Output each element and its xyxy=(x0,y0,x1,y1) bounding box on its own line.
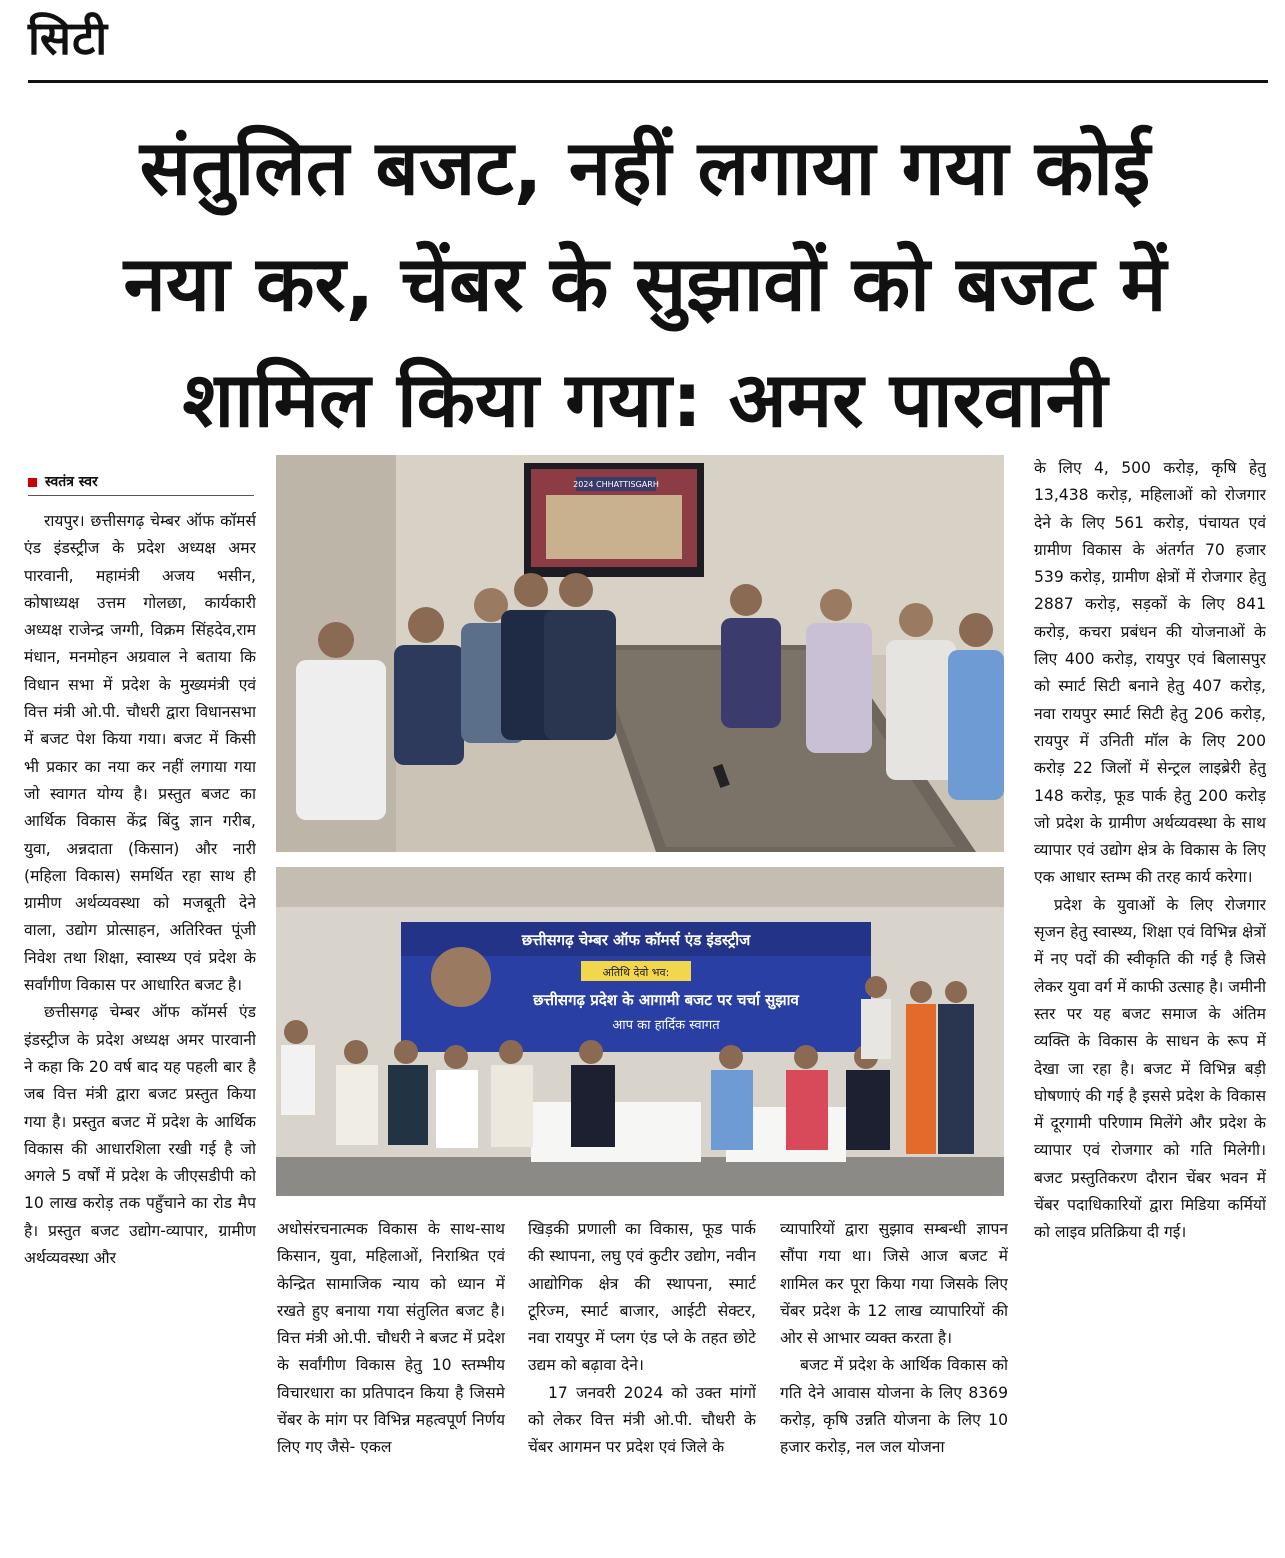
byline-text: स्वतंत्र स्वर xyxy=(45,474,98,490)
column-2 xyxy=(277,1216,505,1546)
banner-top-text: छत्तीसगढ़ चेम्बर ऑफ कॉमर्स एंड इंडस्ट्रीज xyxy=(521,931,751,949)
byline-square-icon xyxy=(28,478,37,487)
photo-meeting-room xyxy=(276,455,1004,852)
paragraph: बजट में प्रदेश के आर्थिक विकास को गति देने आवास योजना के लिए 8369 करोड़, कृषि उन्नति योजना के लिए 10 हजार करोड़, नल जल योजना xyxy=(780,1356,1008,1457)
column-5 xyxy=(1034,455,1266,1545)
column-3 xyxy=(528,1216,756,1546)
paragraph: के लिए 4, 500 करोड़, कृषि हेतु 13,438 करोड़, महिलाओं को रोजगार देने के लिए 561 करोड़, पंचायत एवं ग्रामीण विकास के अंतर्गत 70 हजार 539 करोड़, ग्रामीण क्षेत्रों में रोजगार हेतु 2887 करोड़, सड़कों के लिए 841 करोड़, कचरा प्रबंधन की योजनाओं के लिए 400 करोड़, रायपुर एवं बिलासपुर को स्मार्ट सिटी बनाने हेतु 407 करोड़, नवा रायपुर स्मार्ट सिटी हेतु 206 करोड़, रायपुर में उनिती मॉल के लिए 200 करोड़ 22 जिलों में सेन्ट्रल लाइब्रेरी हेतु 148 करोड़, फूड पार्क हेतु 200 करोड़ जो प्रदेश के ग्रामीण अर्थव्यवस्था के साथ व्यापार एवं उद्योग क्षेत्र के विकास के लिए एक आधार स्तम्भ की तरह कार्य करेगा। xyxy=(1034,459,1266,887)
column-1 xyxy=(24,508,256,1543)
paragraph: छत्तीसगढ़ चेम्बर ऑफ कॉमर्स एंड इंडस्ट्रीज के प्रदेश अध्यक्ष अमर पारवानी ने कहा कि 20 वर्ष बाद यह पहली बार है जब वित्त मंत्री द्वारा बजट प्रस्तुत किया गया है। प्रस्तुत बजट में प्रदेश के आर्थिक विकास की आधारशिला रखी गई है जो अगले 5 वर्षों में प्रदेश के जीएसडीपी को 10 लाख करोड़ तक पहुँचाने का रोड मैप है। प्रस्तुत बजट उद्योग-व्यापार, ग्रामीण अर्थव्यवस्था और xyxy=(24,1003,256,1268)
photo-conference-hall xyxy=(276,867,1004,1196)
paragraph: खिड़की प्रणाली का विकास, फूड पार्क की स्थापना, लघु एवं कुटीर उद्योग, नवीन आद्योगिक क्षेत्र की स्थापना, स्मार्ट टूरिज्म, स्मार्ट बाजार, आईटी सेक्टर, नवा रायपुर में प्लग एंड प्ले के तहत छोटे उद्यम को बढ़ावा देने। xyxy=(528,1220,756,1375)
paragraph: व्यापारियों द्वारा सुझाव सम्बन्धी ज्ञापन सौंपा गया था। जिसे आज बजट में शामिल कर पूरा किया गया जिसके लिए चेंबर प्रदेश के 12 लाख व्यापारियों की ओर से आभार व्यक्त करता है। xyxy=(780,1220,1008,1348)
headline-line-2: नया कर, चेंबर के सुझावों को बजट में xyxy=(123,239,1167,328)
banner-tag-text: अतिथि देवो भव: xyxy=(602,966,670,979)
headline-line-1: संतुलित बजट, नहीं लगाया गया कोई xyxy=(139,123,1151,212)
column-4 xyxy=(780,1216,1008,1546)
byline-rule xyxy=(28,495,254,496)
conference-hall-illustration xyxy=(276,867,1004,1196)
banner-sub-text: आप का हार्दिक स्वागत xyxy=(612,1018,720,1033)
tv-screen-title: 2024 CHHATTISGARH xyxy=(573,480,659,489)
paragraph: रायपुर। छत्तीसगढ़ चेम्बर ऑफ कॉमर्स एंड इंडस्ट्रीज के प्रदेश अध्यक्ष अमर पारवानी, महामंत्री अजय भसीन, कोषाध्यक्ष उत्तम गोलछा, कार्यकारी अध्यक्ष राजेन्द्र जग्गी, विक्रम सिंहदेव,राम मंधान, मनमोहन अग्रवाल ने बताया कि विधान सभा में प्रदेश के मुख्यमंत्री एवं वित्त मंत्री ओ.पी. चौधरी द्वारा विधानसभा में बजट पेश किया गया। बजट में किसी भी प्रकार का नया कर नहीं लगाया गया जो स्वागत योग्य है। प्रस्तुत बजट का आर्थिक विकास केंद्र बिंदु ज्ञान गरीब, युवा, अन्नदाता (किसान) और नारी (महिला विकास) समर्थित रहा साथ ही ग्रामीण अर्थव्यवस्था को मजबूती देने वाला, उद्योग प्रोत्साहन, अतिरिक्त पूंजी निवेश तथा शिक्षा, स्वास्थ्य एवं प्रदेश के सर्वांगीण विकास पर आधारित बजट है। xyxy=(24,512,256,995)
paragraph: प्रदेश के युवाओं के लिए रोजगार सृजन हेतु स्वास्थ्य, शिक्षा एवं विभिन्न क्षेत्रों में नए पदों की स्वीकृति की गई है जिसे लेकर युवा वर्ग में काफी उत्साह है। जमीनी स्तर पर यह बजट समाज के अंतिम व्यक्ति के विकास के साधन के रूप में देखा जा रहा है। बजट में विभिन्न बड़ी घोषणाएं की गई है इससे प्रदेश के विकास में दूरगामी परिणाम मिलेंगे और प्रदेश के व्यापार एवं रोजगार को गति मिलेगी। बजट प्रस्तुतिकरण दौरान चेंबर भवन में चेंबर पदाधिकारियों द्वारा मिडिया कर्मियों को लाइव प्रतिक्रिया दी गई। xyxy=(1034,895,1266,1242)
paragraph: अधोसंरचनात्मक विकास के साथ-साथ किसान, युवा, महिलाओं, निराश्रित एवं केन्द्रित सामाजिक न्याय को ध्यान में रखते हुए बनाया गया संतुलित बजट है। वित्त मंत्री ओ.पी. चौधरी ने बजट में प्रदेश के सर्वांगीण विकास हेतु 10 स्तम्भीय विचारधारा का प्रतिपादन किया है जिसमे चेंबर के मांग पर विभिन्न महत्वपूर्ण निर्णय लिए गए जैसे- एकल xyxy=(277,1220,505,1457)
byline xyxy=(28,472,254,491)
meeting-room-illustration xyxy=(276,455,1004,852)
paragraph: 17 जनवरी 2024 को उक्त मांगों को लेकर वित्त मंत्री ओ.पी. चौधरी के चेंबर आगमन पर प्रदेश एवं जिले के xyxy=(528,1383,756,1457)
section-rule xyxy=(28,80,1268,83)
section-label: सिटी xyxy=(28,11,109,65)
headline xyxy=(20,110,1270,458)
headline-line-3: शामिल किया गया: अमर पारवानी xyxy=(182,355,1108,444)
banner-main-text: छत्तीसगढ़ प्रदेश के आगामी बजट पर चर्चा सुझाव xyxy=(533,991,799,1009)
